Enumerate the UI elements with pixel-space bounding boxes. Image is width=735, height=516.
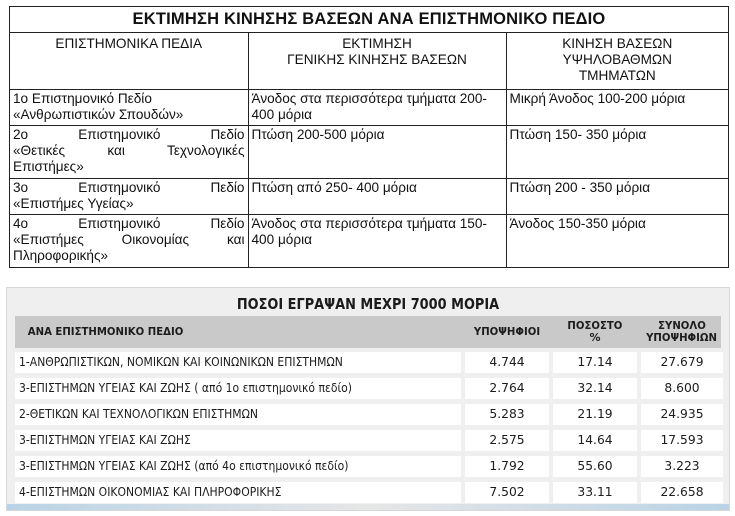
- table-row: [15, 482, 721, 503]
- row-field: 3-ΕΠΙΣΤΗΜΩΝ ΥΓΕΙΑΣ ΚΑΙ ΖΩΗΣ ( από 1ο επιστημονικό πεδίο): [15, 378, 461, 399]
- row-percent: 21.19: [553, 404, 637, 425]
- header-total: ΣΥΝΟΛΟ ΥΠΟΨΗΦΙΩΝ: [646, 319, 718, 344]
- row-candidates: 4.744: [465, 352, 549, 373]
- row-total: 27.679: [641, 352, 723, 373]
- high-estimate: Πτώση 200 - 350 μόρια: [506, 179, 728, 215]
- table-row: [15, 430, 721, 451]
- high-estimate: Άνοδος 150-350 μόρια: [506, 215, 728, 268]
- row-total: 17.593: [641, 430, 723, 451]
- general-estimate: Πτώση 200-500 μόρια: [248, 126, 506, 179]
- table-row: [15, 378, 721, 399]
- header-high-ranking-movement: ΚΙΝΗΣΗ ΒΑΣΕΩΝ ΥΨΗΛΟΒΑΘΜΩΝ ΤΜΗΜΑΤΩΝ: [506, 33, 728, 90]
- general-estimate: Πτώση από 250- 400 μόρια: [248, 179, 506, 215]
- row-field: 1-ΑΝΘΡΩΠΙΣΤΙΚΩΝ, ΝΟΜΙΚΩΝ ΚΑΙ ΚΟΙΝΩΝΙΚΩΝ ΕΠΙΣΤΗΜΩΝ: [15, 352, 461, 373]
- row-field: 3-ΕΠΙΣΤΗΜΩΝ ΥΓΕΙΑΣ ΚΑΙ ΖΩΗΣ: [15, 430, 461, 451]
- row-candidates: 2.764: [465, 378, 549, 399]
- row-total: 24.935: [641, 404, 723, 425]
- field-name: 3ο Επιστημονικό Πεδίο «Επιστήμες Υγείας»: [10, 179, 248, 215]
- row-percent: 32.14: [553, 378, 637, 399]
- row-percent: 33.11: [553, 482, 637, 503]
- header-candidates: ΥΠΟΨΗΦΙΟΙ: [473, 325, 541, 338]
- enrolled-table-title: ΠΟΣΟΙ ΕΓΡΑΨΑΝ ΜΕΧΡΙ 7000 ΜΟΡΙΑ: [236, 295, 500, 313]
- row-total: 22.658: [641, 482, 723, 503]
- row-candidates: 7.502: [465, 482, 549, 503]
- row-total: 3.223: [641, 456, 723, 477]
- row-percent: 14.64: [553, 430, 637, 451]
- row-candidates: 5.283: [465, 404, 549, 425]
- enrolled-table: [6, 287, 730, 511]
- field-name: 1ο Επιστημονικό Πεδίο «Ανθρωπιστικών Σπουδών»: [10, 90, 248, 126]
- general-estimate: Άνοδος στα περισσότερα τμήματα 200-400 μόρια: [248, 90, 506, 126]
- row-field: 3-ΕΠΙΣΤΗΜΩΝ ΥΓΕΙΑΣ ΚΑΙ ΖΩΗΣ (από 4ο επιστημονικό πεδίο): [15, 456, 461, 477]
- row-percent: 55.60: [553, 456, 637, 477]
- field-name: 2ο Επιστημονικό Πεδίο «Θετικές και Τεχνολογικές Επιστήμες»: [10, 126, 248, 179]
- header-field: ΑΝΑ ΕΠΙΣΤΗΜΟΝΙΚΟ ΠΕΔΙΟ: [27, 325, 184, 338]
- estimate-row: [10, 179, 728, 215]
- estimate-row: [10, 90, 728, 126]
- row-total: 8.600: [641, 378, 723, 399]
- estimate-header-row: [10, 33, 728, 90]
- header-general-movement: ΕΚΤΙΜΗΣΗ ΓΕΝΙΚΗΣ ΚΙΝΗΣΗΣ ΒΑΣΕΩΝ: [248, 33, 506, 90]
- row-field: 4-ΕΠΙΣΤΗΜΩΝ ΟΙΚΟΝΟΜΙΑΣ ΚΑΙ ΠΛΗΡΟΦΟΡΙΚΗΣ: [15, 482, 461, 503]
- high-estimate: Πτώση 150- 350 μόρια: [506, 126, 728, 179]
- general-estimate: Άνοδος στα περισσότερα τμήματα 150-400 μόρια: [248, 215, 506, 268]
- row-field: 2-ΘΕΤΙΚΩΝ ΚΑΙ ΤΕΧΝΟΛΟΓΙΚΩΝ ΕΠΙΣΤΗΜΩΝ: [15, 404, 461, 425]
- field-name: 4ο Επιστημονικό Πεδίο «Επιστήμες Οικονομίας και Πληροφορικής»: [10, 215, 248, 268]
- header-percent: ΠΟΣΟΣΤΟ %: [567, 319, 623, 344]
- estimate-table: [9, 6, 729, 268]
- high-estimate: Μικρή Άνοδος 100-200 μόρια: [506, 90, 728, 126]
- row-candidates: 2.575: [465, 430, 549, 451]
- estimate-row: [10, 215, 728, 268]
- header-fields: ΕΠΙΣΤΗΜΟΝΙΚΑ ΠΕΔΙΑ: [10, 33, 248, 90]
- estimate-table-title: ΕΚΤΙΜΗΣΗ ΚΙΝΗΣΗΣ ΒΑΣΕΩΝ ΑΝΑ ΕΠΙΣΤΗΜΟΝΙΚΟ ΠΕΔΙΟ: [10, 7, 728, 33]
- estimate-row: [10, 126, 728, 179]
- table-row: [15, 404, 721, 425]
- estimate-grid: [10, 33, 728, 268]
- row-percent: 17.14: [553, 352, 637, 373]
- table-row: [15, 456, 721, 477]
- row-candidates: 1.792: [465, 456, 549, 477]
- table-row: [15, 352, 721, 373]
- decorative-strip: [7, 504, 729, 510]
- enrolled-header-row: [15, 316, 721, 348]
